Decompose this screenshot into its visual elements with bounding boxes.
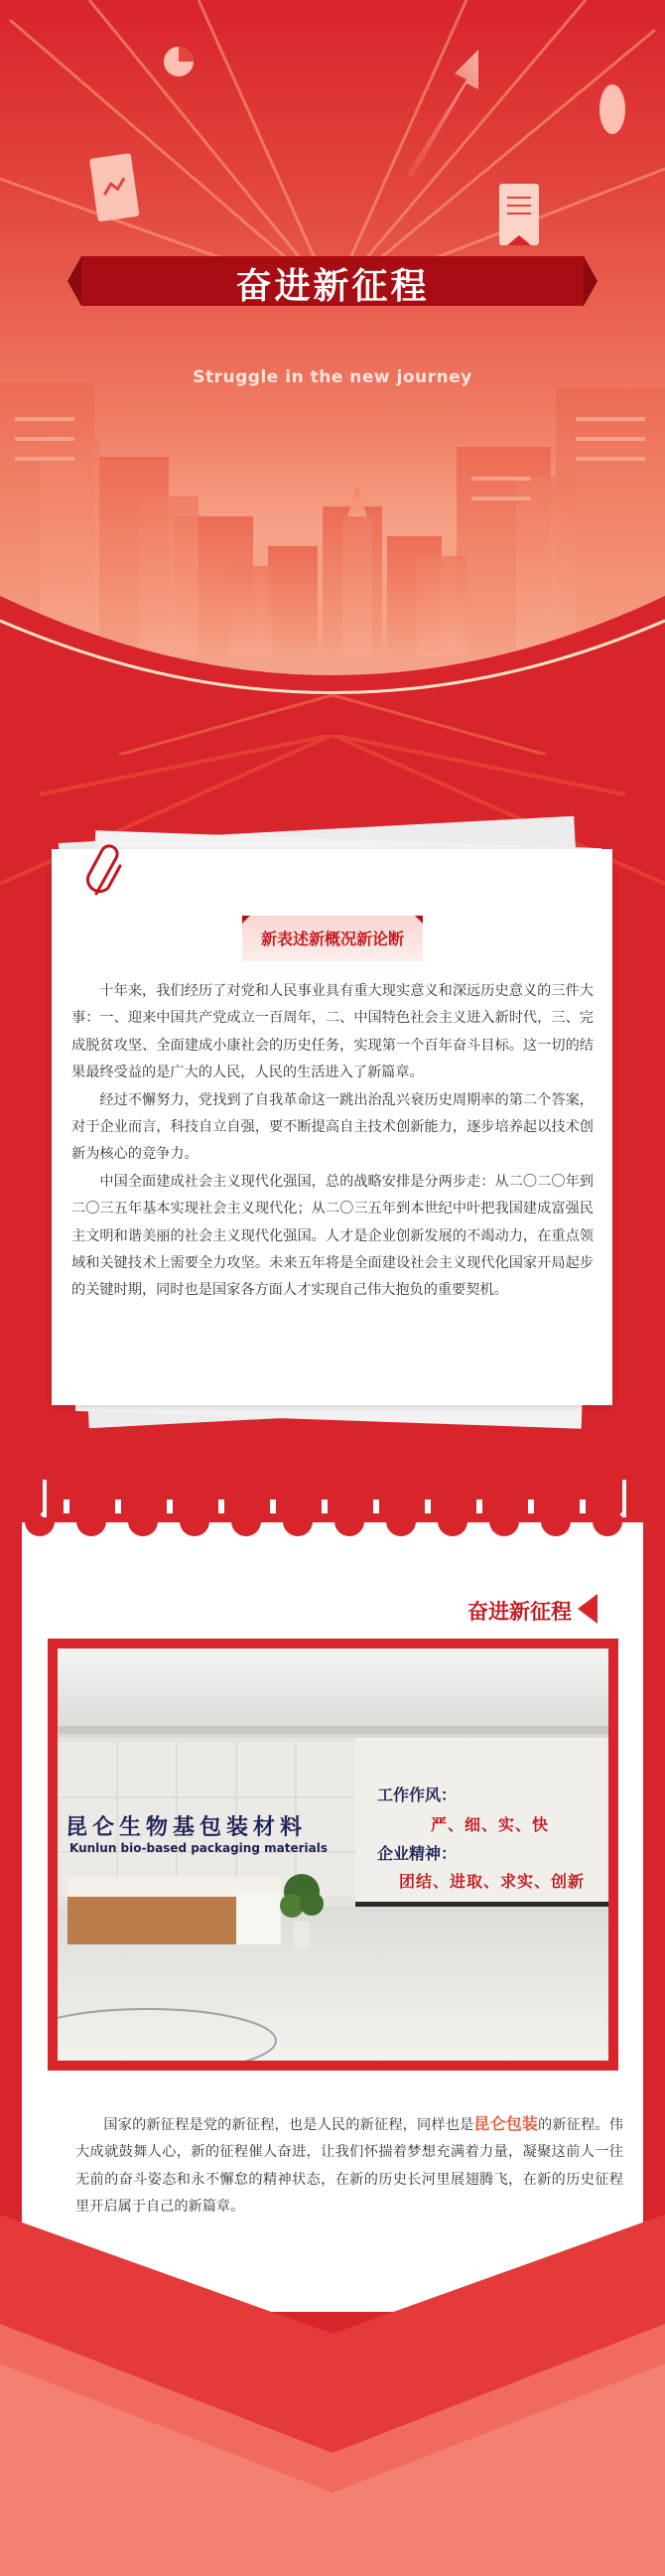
journey-text-end: 的新征程。伟大成就鼓舞人心，新的征程催人奋进，让我们怀揣着梦想充满着力量，凝聚这前人一往无前的奋斗姿态和永不懈怠的精神状态，在新的历史长河里展翅腾飞，在新的历史征程里开启属于自己的新篇章。 (75, 2117, 623, 2216)
company-name-en-sign: Kunlun bio-based packaging materials (69, 1841, 328, 1855)
intro-paragraph-3: 中国全面建成社会主义现代化强国，总的战略安排是分两步走：从二〇二〇年到二〇三五年基本实现社会主义现代化；从二〇三五年到本世纪中叶把我国建成富强民主文明和谐美丽的社会主义现代化强国。人才是企业创新发展的不竭动力，在重点领域和关键技术上需要全力攻坚。未来五年将是全面建设社会主义现代化国家开局起步的关键时期，同时也是国家各方面人才实现自己伟大抱负的重要契机。 (71, 1173, 594, 1299)
work-style-value: 严、细、实、快 (431, 1815, 550, 1834)
title-arrow-icon (578, 1594, 598, 1624)
enterprise-spirit-value: 团结、进取、求实、创新 (399, 1872, 586, 1891)
tag-corner-right (415, 916, 423, 924)
intro-paragraph-2: 经过不懈努力，党找到了自我革命这一跳出治乱兴衰历史周期率的第二个答案，对于企业而言，科技自立自强，要不断提高自主技术创新能力，逐步培养起以技术创新为核心的竞争力。 (71, 1091, 594, 1163)
journey-section-title: 奋进新征程 (467, 1600, 572, 1624)
company-name-sign: 昆仑生物基包装材料 (66, 1814, 308, 1840)
lobby-photo (58, 1648, 608, 2061)
intro-text (71, 978, 594, 1305)
journey-text-start: 国家的新征程是党的新征程，也是人民的新征程，同样也是 (103, 2117, 474, 2133)
tag-corner-left (242, 916, 250, 924)
journey-text (75, 2110, 623, 2221)
work-style-label: 工作作风： (377, 1786, 458, 1804)
calendar-binding (22, 1500, 643, 1547)
enterprise-spirit-label: 企业精神： (377, 1844, 458, 1863)
section-tag-label: 新表述新概况新论断 (260, 930, 404, 948)
intro-paragraph-1: 十年来，我们经历了对党和人民事业具有重大现实意义和深远历史意义的三件大事：一、迎来中国共产党成立一百周年，二、中国特色社会主义进入新时代，三、完成脱贫攻坚、全面建成小康社会的历史任务，实现第一个百年奋斗目标。这一切的结果最终受益的是广大的人民，人民的生活进入了新篇章。 (71, 983, 594, 1081)
hero-banner (0, 0, 665, 755)
hero-subtitle: Struggle in the new journey (193, 367, 472, 387)
pin-stick-right (619, 1480, 629, 1517)
paperclip-icon (82, 844, 132, 904)
company-highlight: 昆仑包装 (473, 2114, 539, 2133)
pin-stick-left (40, 1480, 50, 1517)
hero-title: 奋进新征程 (235, 266, 430, 307)
